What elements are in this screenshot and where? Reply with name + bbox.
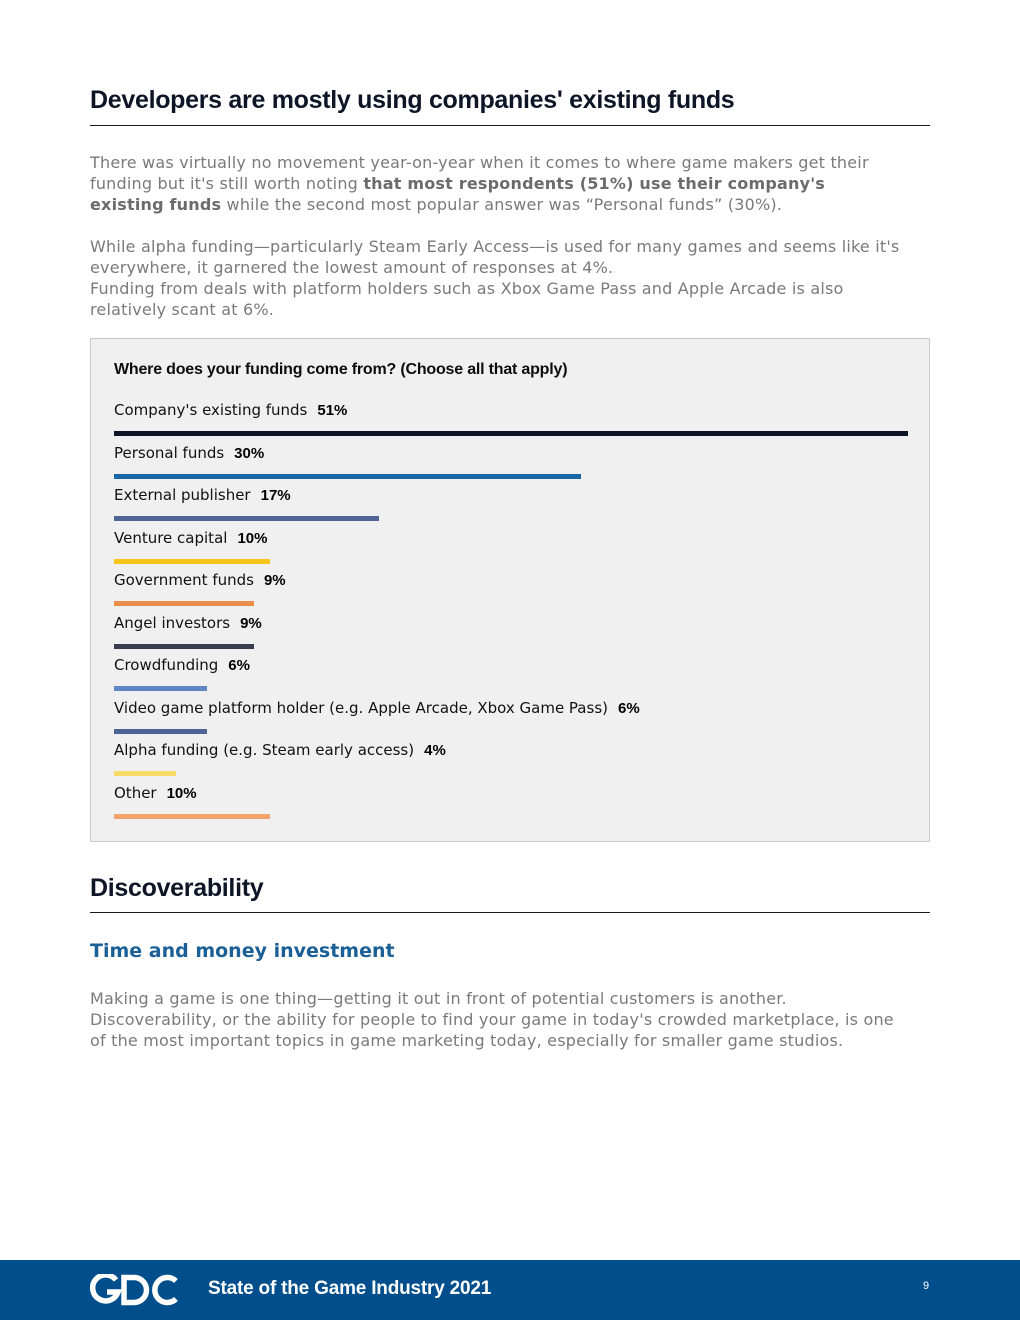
platform-text: Funding from deals with platform holders such as Xbox Game Pass and Apple Arcade is also relatively scant at 6%.	[90, 279, 844, 319]
value-label: 6%	[617, 699, 640, 717]
category-label: Video game platform holder (e.g. Apple Arcade, Xbox Game Pass)	[114, 698, 608, 717]
value-label: 30%	[234, 444, 265, 462]
bar	[114, 686, 207, 691]
bar	[114, 729, 207, 734]
category-label: Crowdfunding	[114, 656, 219, 674]
discoverability-heading: Discoverability	[90, 874, 264, 902]
chart-row	[114, 444, 910, 486]
funding-chart	[90, 338, 930, 842]
bar-label	[114, 401, 347, 419]
category-label: Government funds	[114, 571, 254, 589]
bar-label	[114, 699, 640, 717]
category-label: Alpha funding (e.g. Steam early access)	[114, 741, 415, 759]
chart-row	[114, 699, 910, 741]
heading-divider	[90, 125, 930, 126]
chart-row	[114, 656, 910, 698]
discoverability-paragraph: Making a game is one thing—getting it out in front of potential customers is another. Discoverability, or the ability for people to find your game in today's crowded marketplace, is one of the most important topics in game marketing today, especially for smaller game studios.	[90, 989, 894, 1050]
value-label: 4%	[424, 742, 446, 759]
value-label: 6%	[228, 657, 250, 674]
chart-row	[114, 401, 910, 443]
intro-text-end: while the second most popular answer was “Personal funds” (30%).	[221, 195, 783, 214]
page-number: 9	[922, 1280, 930, 1292]
intro-paragraph	[90, 152, 900, 215]
category-label: Company's existing funds	[114, 401, 308, 419]
category-label: Angel investors	[114, 613, 231, 632]
bar	[114, 771, 176, 776]
chart-row	[114, 529, 910, 571]
footer-title: State of the Game Industry 2021	[208, 1278, 492, 1299]
bar	[114, 601, 254, 606]
bar-label	[114, 571, 286, 589]
value-label: 51%	[317, 402, 348, 419]
category-label: Personal funds	[114, 443, 225, 462]
bar	[114, 644, 254, 649]
bar	[114, 516, 379, 521]
value-label: 9%	[263, 572, 286, 589]
category-label: Venture capital	[114, 528, 228, 547]
page-footer	[0, 1260, 1020, 1320]
chart-row	[114, 486, 910, 528]
section-heading: Developers are mostly using companies' existing funds	[90, 86, 735, 114]
intro-text-bold: that most respondents (51%) use their company's existing funds	[90, 174, 826, 214]
bar-label	[114, 444, 264, 462]
chart-title: Where does your funding come from? (Choose all that apply)	[114, 361, 568, 378]
chart-row	[114, 571, 910, 613]
bar	[114, 474, 581, 479]
bar	[114, 431, 908, 436]
chart-row	[114, 784, 910, 826]
gdc-logo	[90, 1274, 180, 1306]
chart-row	[114, 614, 910, 656]
discoverability-divider	[90, 912, 930, 913]
value-label: 10%	[166, 784, 197, 802]
category-label: Other	[114, 783, 157, 802]
chart-row	[114, 741, 910, 783]
alpha-text: While alpha funding—particularly Steam Early Access—is used for many games and seems like it's everywhere, it garnered the lowest amount of responses at 4%.	[90, 237, 900, 277]
bar-label	[114, 656, 250, 674]
intro-text-start: There was virtually no movement year-on-year when it comes to where game makers get their funding but it's still worth noting	[90, 153, 869, 193]
alpha-paragraph	[90, 236, 900, 320]
subsection-heading: Time and money investment	[90, 940, 395, 962]
bar	[114, 814, 270, 819]
bar	[114, 559, 270, 564]
bar-label	[114, 529, 267, 547]
bar-label	[114, 486, 291, 504]
bar-label	[114, 784, 197, 802]
value-label: 9%	[240, 614, 262, 632]
value-label: 10%	[237, 529, 268, 547]
value-label: 17%	[260, 487, 291, 504]
category-label: External publisher	[114, 486, 251, 504]
bar-label	[114, 614, 262, 632]
bar-label	[114, 741, 446, 759]
